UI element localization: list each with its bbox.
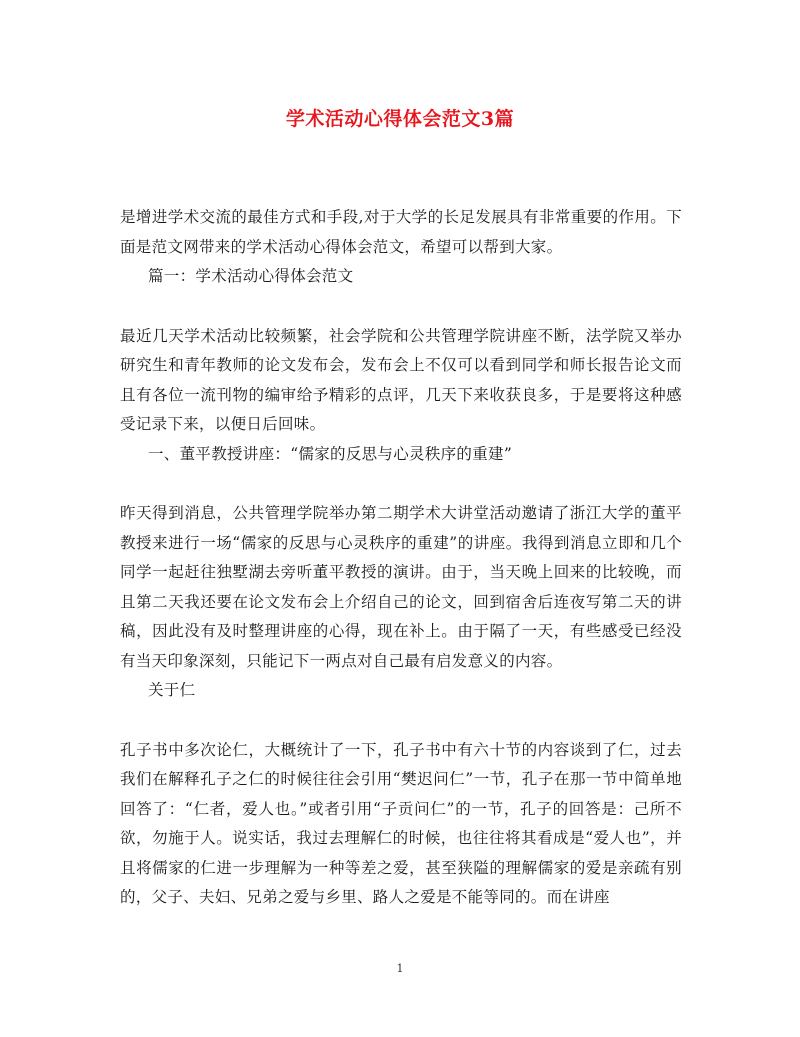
paragraph-gap — [120, 292, 682, 322]
document-title: 学术活动心得体会范文3篇 — [285, 108, 515, 130]
subheading-ren: 关于仁 — [148, 681, 196, 699]
section-heading: 篇一：学术活动心得体会范文 — [148, 267, 354, 285]
body-paragraph-2: 昨天得到消息，公共管理学院举办第二期学术大讲堂活动邀请了浙江大学的董平教授来进行一场“儒家的反思与心灵秩序的重建”的讲座。我得到消息立即和几个同学一起赶往独墅湖去旁听董平教授的演讲。由于，当天晚上回来的比较晚，而且第二天我还要在论文发布会上介绍自己的论文，回到宿舍后连夜写第二天的讲稿，因此没有及时整理讲座的心得，现在补上。由于隔了一天，有些感受已经没有当天印象深刻，只能记下一两点对自己最有启发意义的内容。 — [120, 504, 682, 670]
intro-paragraph: 是增进学术交流的最佳方式和手段,对于大学的长足发展具有非常重要的作用。下面是范文网带来的学术活动心得体会范文，希望可以帮到大家。 — [120, 208, 682, 256]
page-number: 1 — [396, 962, 404, 975]
body-paragraph-3: 孔子书中多次论仁，大概统计了一下，孔子书中有六十节的内容谈到了仁，过去我们在解释孔子之仁的时候往往会引用“樊迟问仁”一节，孔子在那一节中简单地回答了：“仁者，爱人也。”或者引用“子贡问仁”的一节，孔子的回答是：己所不欲，勿施于人。说实话，我过去理解仁的时候，也往往将其看成是“爱人也”，并且将儒家的仁进一步理解为一种等差之爱，甚至狭隘的理解儒家的爱是亲疏有别的，父子、夫妇、兄弟之爱与乡里、路人之爱是不能等同的。而在讲座 — [120, 740, 682, 906]
body-paragraph-1: 最近几天学术活动比较频繁，社会学院和公共管理学院讲座不断，法学院又举办研究生和青年教师的论文发布会，发布会上不仅可以看到同学和师长报告论文而且有各位一流刊物的编审给予精彩的点评，几天下来收获良多，于是要将这种感受记录下来，以便日后回味。 — [120, 326, 682, 433]
document-body — [120, 203, 682, 913]
subheading-lecture: 一、董平教授讲座：“儒家的反思与心灵秩序的重建” — [148, 444, 513, 463]
paragraph-gap — [120, 469, 682, 499]
paragraph-gap — [120, 706, 682, 736]
